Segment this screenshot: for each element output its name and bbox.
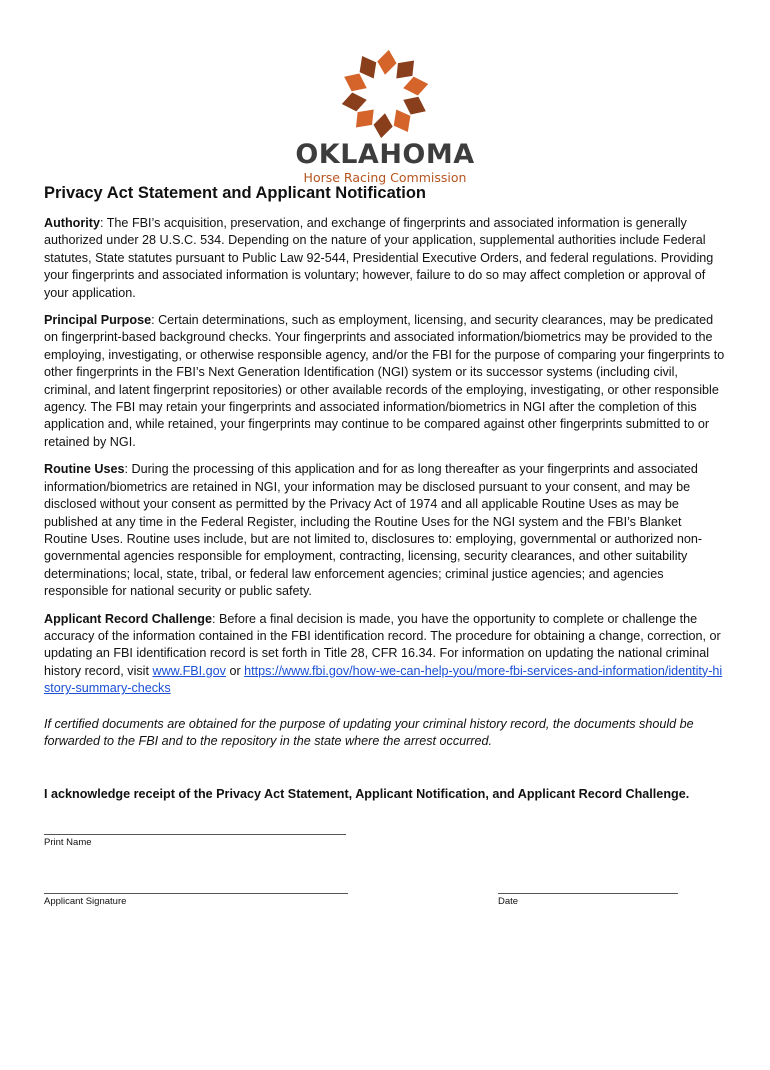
authority-paragraph [44, 215, 728, 302]
signature-block [44, 834, 728, 954]
principal-purpose-label: Principal Purpose [44, 313, 152, 328]
logo-wordmark: OKLAHOMA [295, 139, 475, 170]
signature-label: Applicant Signature [44, 895, 127, 907]
authority-label: Authority [44, 216, 100, 230]
record-challenge-label: Applicant Record Challenge [44, 611, 212, 626]
print-name-field[interactable] [44, 834, 346, 835]
date-label: Date [498, 895, 519, 907]
routine-uses-label: Routine Uses [44, 462, 125, 477]
fbi-gov-link[interactable]: www.FBI.gov [152, 663, 226, 678]
italic-note: If certified documents are obtained for the purpose of updating your criminal history record, the documents should be forwarded to the FBI and to the repository in the state where the arrest occurred. [44, 716, 694, 748]
print-name-label: Print Name [44, 836, 92, 848]
signature-field[interactable] [44, 893, 348, 894]
record-challenge-paragraph [44, 611, 728, 698]
acknowledgement-statement: I acknowledge receipt of the Privacy Act Statement, Applicant Notification, and Applicant Record Challenge. [44, 787, 690, 802]
star-emblem-icon [337, 46, 433, 142]
routine-uses-text: : During the processing of this application and for as long thereafter as your fingerprints and associated information/biometrics are retained in NGI, your information may be disclosed pursuant to your consent, and may be disclosed without your consent as permitted by the Privacy Act of 1974 and all applicable Routine Uses as may be published at any time in the Federal Register, including the Routine Uses for the NGI system and the FBI’s Blanket Routine Uses. Routine uses include, but are not limited to, disclosures to: employing, governmental or authorized non-governmental agencies responsible for employment, contracting, licensing, security clearances, and other suitability determinations; local, state, tribal, or federal law enforcement agencies; criminal justice agencies; and agencies responsible for national security or public safety. [44, 462, 703, 599]
logo [280, 46, 490, 185]
authority-text: : The FBI’s acquisition, preservation, and exchange of fingerprints and associated information is generally authorized under 28 U.S.C. 534. Depending on the nature of your application, supplemental authorities include Federal statutes, State statutes pursuant to Public Law 92-544, Presidential Executive Orders, and federal regulations. Providing your fingerprints and associated information is voluntary; however, failure to do so may affect completion or approval of your application. [44, 216, 714, 300]
principal-purpose-text: : Certain determinations, such as employment, licensing, and security clearances, may be predicated on fingerprint-based background checks. Your fingerprints and associated information/biometrics may be provided to the employing, investigating, or otherwise responsible agency, and/or the FBI for the purpose of comparing your fingerprints to other fingerprints in the FBI’s Next Generation Identification (NGI) system or its successor systems (including civil, criminal, and latent fingerprint repositories) or other available records of the employing, investigating, or other responsible agency. The FBI may retain your fingerprints and associated information/biometrics in NGI after the completion of this application and, while retained, your fingerprints may continue to be compared against other fingerprints submitted to or retained by NGI. [44, 313, 725, 449]
signature-group [44, 893, 348, 908]
print-name-group [44, 834, 346, 849]
or-text: or [225, 663, 245, 678]
record-challenge-text: : Before a final decision is made, you have the opportunity to complete or challenge the accuracy of the information contained in the FBI identification record. The procedure for obtaining a change, correction, or updating an FBI identification record is set forth in Title 28, CFR 16.34. For information on updating the national criminal history record, visit [44, 611, 721, 678]
logo-subtitle: Horse Racing Commission [303, 170, 467, 185]
page-title: Privacy Act Statement and Applicant Notification [44, 184, 427, 202]
identity-history-link[interactable]: https://www.fbi.gov/how-we-can-help-you/more-fbi-services-and-information/identity-history-summary-checks [44, 663, 723, 696]
routine-uses-paragraph [44, 461, 728, 600]
date-group [498, 893, 678, 908]
principal-purpose-paragraph [44, 312, 728, 451]
emblem-ray [373, 113, 392, 138]
date-field[interactable] [498, 893, 678, 894]
emblem-ray [377, 50, 396, 75]
document-body [44, 183, 728, 954]
